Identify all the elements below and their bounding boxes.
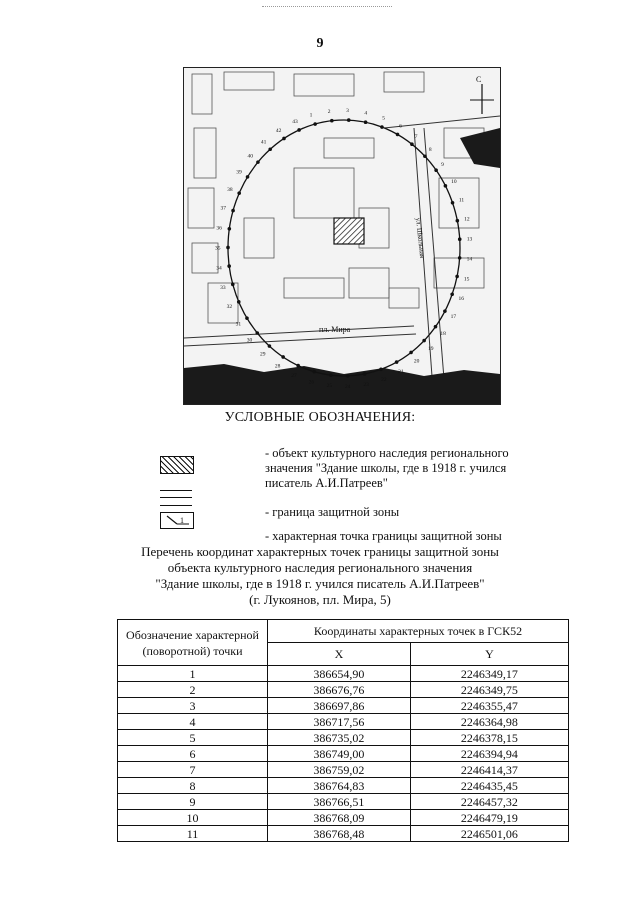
boundary-point-label: 14 xyxy=(466,256,473,263)
boundary-point xyxy=(226,246,230,250)
cell-y: 2246479,19 xyxy=(410,810,568,826)
boundary-point xyxy=(380,125,384,129)
boundary-point-label: 10 xyxy=(451,178,457,185)
boundary-point-label: 3 xyxy=(346,108,349,115)
boundary-point-label: 39 xyxy=(236,169,242,176)
boundary-point xyxy=(434,325,438,329)
boundary-point-label: 5 xyxy=(382,115,385,122)
cell-x: 386768,48 xyxy=(268,826,411,842)
boundary-point-label: 28 xyxy=(274,363,281,370)
cell-y: 2246349,17 xyxy=(410,666,568,682)
boundary-point-label: 27 xyxy=(291,372,297,379)
boundary-point-label: 33 xyxy=(220,285,226,292)
map-dark-corner xyxy=(460,128,500,168)
boundary-point xyxy=(228,227,232,231)
boundary-point-label: 31 xyxy=(235,321,242,328)
boundary-point-label: 25 xyxy=(326,383,333,390)
street-vertical-label: ул. Школьная xyxy=(414,217,427,259)
boundary-point-label: 13 xyxy=(466,236,473,243)
table-row xyxy=(118,778,569,794)
cell-y: 2246394,94 xyxy=(410,746,568,762)
table-row xyxy=(118,682,569,698)
boundary-point xyxy=(395,360,399,364)
table-row xyxy=(118,826,569,842)
boundary-point xyxy=(231,283,235,287)
boundary-point xyxy=(313,122,317,126)
boundary-point-label: 18 xyxy=(440,330,446,337)
boundary-point xyxy=(246,175,250,179)
heritage-object xyxy=(334,218,364,244)
table-row xyxy=(118,714,569,730)
cell-y: 2246414,37 xyxy=(410,762,568,778)
cell-n: 10 xyxy=(118,810,268,826)
header-coordinates: Координаты характерных точек в ГСК52 xyxy=(268,620,569,643)
cell-n: 6 xyxy=(118,746,268,762)
boundary-point-label: 22 xyxy=(381,376,387,383)
boundary-point-label: 15 xyxy=(463,276,470,283)
boundary-point xyxy=(364,120,368,124)
boundary-point xyxy=(330,119,334,123)
coordinates-title-line: (г. Лукоянов, пл. Мира, 5) xyxy=(249,592,391,607)
cell-y: 2246355,47 xyxy=(410,698,568,714)
table-row xyxy=(118,730,569,746)
cell-x: 386766,51 xyxy=(268,794,411,810)
boundary-point xyxy=(282,137,286,141)
site-map-drawing xyxy=(184,68,500,404)
coordinates-title-line: Перечень координат характерных точек границы защитной зоны xyxy=(141,544,499,559)
boundary-point xyxy=(329,373,333,377)
cell-x: 386735,02 xyxy=(268,730,411,746)
coordinates-table xyxy=(117,619,569,842)
coordinates-title-line: "Здание школы, где в 1918 г. учился писатель А.И.Патреев" xyxy=(155,576,485,591)
legend-item-point xyxy=(0,512,640,543)
map-streets xyxy=(184,116,500,404)
boundary-point xyxy=(297,128,301,132)
site-map xyxy=(183,67,501,405)
boundary-point-label: 19 xyxy=(428,345,434,352)
boundary-point-label: 29 xyxy=(259,351,266,358)
boundary-point xyxy=(237,300,241,304)
boundary-point-label: 32 xyxy=(226,304,233,311)
cell-y: 2246364,98 xyxy=(410,714,568,730)
legend-item-boundary xyxy=(0,489,640,519)
boundary-point xyxy=(227,264,231,268)
boundary-point-label: 37 xyxy=(220,205,227,212)
header-y: Y xyxy=(410,643,568,666)
table-row xyxy=(118,698,569,714)
boundary-point-label: 40 xyxy=(247,153,254,160)
boundary-line-icon xyxy=(160,490,192,506)
boundary-point-label: 12 xyxy=(464,216,470,223)
boundary-point xyxy=(237,191,241,195)
boundary-point xyxy=(296,364,300,368)
cell-x: 386654,90 xyxy=(268,666,411,682)
cell-y: 2246378,15 xyxy=(410,730,568,746)
scan-artifact xyxy=(262,6,392,13)
boundary-point xyxy=(268,147,272,151)
boundary-point xyxy=(347,118,351,122)
cell-x: 386768,09 xyxy=(268,810,411,826)
boundary-point xyxy=(409,351,413,355)
boundary-point xyxy=(379,368,383,372)
boundary-point-label: 34 xyxy=(216,265,222,272)
table-row xyxy=(118,762,569,778)
cell-x: 386717,56 xyxy=(268,714,411,730)
boundary-point xyxy=(423,154,427,158)
boundary-point xyxy=(312,370,316,374)
cell-y: 2246349,75 xyxy=(410,682,568,698)
boundary-point-label: 41 xyxy=(260,139,267,146)
hatched-rectangle-icon xyxy=(160,456,194,474)
north-arrow xyxy=(470,75,494,114)
cell-n: 7 xyxy=(118,762,268,778)
boundary-point xyxy=(231,209,235,213)
cell-x: 386764,83 xyxy=(268,778,411,794)
boundary-point-label: 21 xyxy=(398,369,404,376)
boundary-point-label: 36 xyxy=(216,225,222,232)
cell-x: 386759,02 xyxy=(268,762,411,778)
cell-n: 9 xyxy=(118,794,268,810)
boundary-point-label: 20 xyxy=(413,358,420,365)
cell-n: 4 xyxy=(118,714,268,730)
boundary-point xyxy=(422,339,426,343)
legend-text-boundary: - граница защитной зоны xyxy=(265,505,400,519)
boundary-point xyxy=(444,184,448,188)
boundary-point xyxy=(450,292,454,296)
boundary-point-label: 9 xyxy=(441,162,444,169)
boundary-point-label: 1 xyxy=(309,112,313,119)
header-designation: Обозначение характерной (поворотной) точки xyxy=(118,620,268,666)
boundary-point xyxy=(458,237,462,241)
boundary-point-label: 8 xyxy=(428,147,432,154)
header-x: X xyxy=(268,643,411,666)
boundary-point-label: 7 xyxy=(414,134,418,141)
cell-y: 2246435,45 xyxy=(410,778,568,794)
table-row xyxy=(118,666,569,682)
coordinates-title-line: объекта культурного наследия регионального значения xyxy=(167,560,473,575)
boundary-point-label: 17 xyxy=(450,314,457,321)
cell-n: 2 xyxy=(118,682,268,698)
coordinates-title xyxy=(0,544,640,608)
boundary-point xyxy=(363,372,367,376)
boundary-point-label: 30 xyxy=(246,337,253,344)
boundary-point-label: 38 xyxy=(227,186,233,193)
legend-title: УСЛОВНЫЕ ОБОЗНАЧЕНИЯ: xyxy=(224,410,416,425)
point-marker-icon xyxy=(160,512,194,529)
boundary-point-label: 11 xyxy=(458,197,465,204)
cell-n: 8 xyxy=(118,778,268,794)
cell-x: 386749,00 xyxy=(268,746,411,762)
boundary-point-label: 35 xyxy=(215,245,221,252)
boundary-point-label: 16 xyxy=(458,295,464,302)
boundary-point xyxy=(256,160,260,164)
cell-n: 1 xyxy=(118,666,268,682)
cell-n: 11 xyxy=(118,826,268,842)
boundary-point xyxy=(281,355,285,359)
boundary-point-label: 6 xyxy=(399,123,402,130)
boundary-point-label: 24 xyxy=(345,383,351,390)
point-marker-label: 1 xyxy=(180,516,184,525)
boundary-point xyxy=(443,309,447,313)
boundary-point xyxy=(434,168,438,172)
cell-n: 3 xyxy=(118,698,268,714)
cell-x: 386676,76 xyxy=(268,682,411,698)
boundary-point-label: 42 xyxy=(275,127,282,134)
map-dark-footer xyxy=(184,364,500,404)
legend-text-point: - характерная точка границы защитной зоны xyxy=(265,529,502,543)
boundary-point-label: 4 xyxy=(364,110,368,117)
boundary-point xyxy=(396,133,400,137)
boundary-point xyxy=(456,219,460,223)
table-row xyxy=(118,746,569,762)
boundary-point xyxy=(458,256,462,260)
cell-n: 5 xyxy=(118,730,268,746)
boundary-point xyxy=(410,142,414,146)
legend-text-heritage: - объект культурного наследия регионального значения "Здание школы, где в 1918 г. учился писатель А.И.Патреев" xyxy=(265,446,509,490)
north-arrow-label: С xyxy=(476,75,482,84)
boundary-point-label: 2 xyxy=(327,108,331,115)
boundary-point xyxy=(268,344,272,348)
street-label: пл. Мира xyxy=(319,325,351,334)
boundary-point-label: 43 xyxy=(292,118,298,125)
boundary-point xyxy=(255,331,259,335)
boundary-point xyxy=(451,201,455,205)
table-row xyxy=(118,794,569,810)
boundary-point xyxy=(346,374,350,378)
boundary-point-label: 23 xyxy=(363,381,369,388)
point-marker-drawing xyxy=(161,513,193,528)
page-number: 9 xyxy=(316,36,324,51)
boundary-point xyxy=(455,275,459,279)
cell-y: 2246457,32 xyxy=(410,794,568,810)
cell-x: 386697,86 xyxy=(268,698,411,714)
table-row xyxy=(118,810,569,826)
boundary-point-label: 26 xyxy=(308,379,315,386)
cell-y: 2246501,06 xyxy=(410,826,568,842)
boundary-point xyxy=(245,316,249,320)
